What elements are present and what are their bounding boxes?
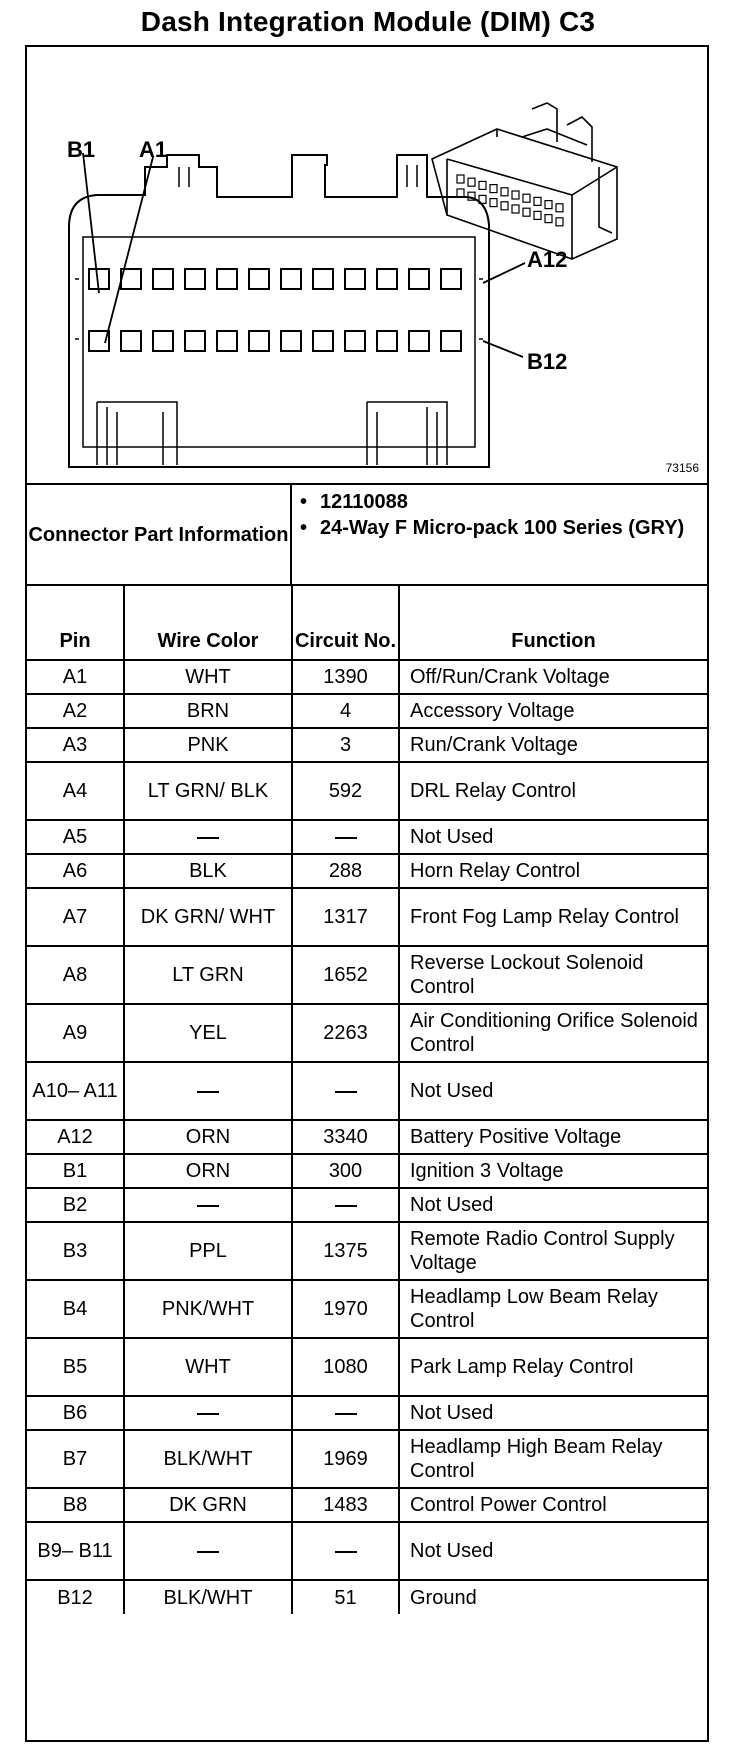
- cell-wire-color: DK GRN: [124, 1488, 292, 1522]
- dash-mark: [335, 1551, 357, 1553]
- header-function: Function: [399, 586, 707, 660]
- cell-pin: B12: [27, 1580, 124, 1614]
- cell-wire-color: [124, 820, 292, 854]
- connector-drawing: [27, 47, 707, 483]
- pin-cavity: [409, 269, 429, 289]
- figure-number: 73156: [665, 461, 699, 475]
- cell-circuit: [292, 820, 399, 854]
- label-b12: B12: [527, 349, 568, 374]
- table-row: [27, 1338, 707, 1396]
- cell-function: Not Used: [399, 1062, 707, 1120]
- pin-cavity: [153, 269, 173, 289]
- cell-function: Battery Positive Voltage: [399, 1120, 707, 1154]
- cell-circuit: 2263: [292, 1004, 399, 1062]
- table-row: [27, 946, 707, 1004]
- pin-cavity: [217, 331, 237, 351]
- iso-pin-cavity: [479, 181, 486, 189]
- pin-cavity: [313, 269, 333, 289]
- cell-wire-color: LT GRN/ BLK: [124, 762, 292, 820]
- table-row: [27, 1430, 707, 1488]
- cell-function: Remote Radio Control Supply Voltage: [399, 1222, 707, 1280]
- header-wire-color: Wire Color: [124, 586, 292, 660]
- cell-function: Reverse Lockout Solenoid Control: [399, 946, 707, 1004]
- pin-cavity: [313, 331, 333, 351]
- cell-function: Headlamp Low Beam Relay Control: [399, 1280, 707, 1338]
- table-row: [27, 1580, 707, 1614]
- cell-wire-color: WHT: [124, 1338, 292, 1396]
- page-title: Dash Integration Module (DIM) C3: [140, 6, 596, 37]
- cell-circuit: 3: [292, 728, 399, 762]
- cell-circuit: 1317: [292, 888, 399, 946]
- cell-pin: B3: [27, 1222, 124, 1280]
- cell-pin: B1: [27, 1154, 124, 1188]
- cell-wire-color: YEL: [124, 1004, 292, 1062]
- cell-wire-color: BRN: [124, 694, 292, 728]
- table-row: [27, 820, 707, 854]
- cell-function: Not Used: [399, 1188, 707, 1222]
- cell-circuit: [292, 1522, 399, 1580]
- cell-pin: A8: [27, 946, 124, 1004]
- cell-wire-color: [124, 1188, 292, 1222]
- cell-wire-color: BLK: [124, 854, 292, 888]
- cell-pin: A6: [27, 854, 124, 888]
- dash-mark: [197, 1205, 219, 1207]
- connector-sheet: [25, 45, 709, 1742]
- cell-circuit: 1652: [292, 946, 399, 1004]
- table-row: [27, 762, 707, 820]
- cell-function: Not Used: [399, 820, 707, 854]
- cell-wire-color: [124, 1062, 292, 1120]
- cell-circuit: 1390: [292, 660, 399, 694]
- iso-pin-cavity: [545, 215, 552, 223]
- table-row: [27, 728, 707, 762]
- pin-cavity: [185, 331, 205, 351]
- dash-mark: [335, 837, 357, 839]
- cell-circuit: 1969: [292, 1430, 399, 1488]
- table-row: [27, 1120, 707, 1154]
- cell-wire-color: PNK: [124, 728, 292, 762]
- iso-pin-cavity: [523, 208, 530, 216]
- iso-pin-cavity: [556, 218, 563, 226]
- pin-cavity: [345, 269, 365, 289]
- pin-table-header: [27, 586, 707, 660]
- cell-function: Headlamp High Beam Relay Control: [399, 1430, 707, 1488]
- table-row: [27, 1396, 707, 1430]
- iso-pin-cavity: [501, 188, 508, 196]
- dash-mark: [197, 1551, 219, 1553]
- cell-circuit: 1375: [292, 1222, 399, 1280]
- pin-cavities: [89, 269, 461, 351]
- cell-pin: B4: [27, 1280, 124, 1338]
- cell-circuit: [292, 1396, 399, 1430]
- cell-wire-color: PPL: [124, 1222, 292, 1280]
- table-row: [27, 1280, 707, 1338]
- cell-wire-color: LT GRN: [124, 946, 292, 1004]
- pin-cavity: [441, 269, 461, 289]
- cell-pin: A10– A11: [27, 1062, 124, 1120]
- cell-circuit: 288: [292, 854, 399, 888]
- pin-table: [27, 586, 707, 1614]
- pin-cavity: [249, 331, 269, 351]
- table-row: [27, 1522, 707, 1580]
- cell-circuit: 1483: [292, 1488, 399, 1522]
- pin-cavity: [345, 331, 365, 351]
- iso-pin-cavity: [457, 189, 464, 197]
- cell-function: DRL Relay Control: [399, 762, 707, 820]
- header-pin: Pin: [27, 586, 124, 660]
- cell-pin: A1: [27, 660, 124, 694]
- cell-pin: A9: [27, 1004, 124, 1062]
- pin-cavity: [249, 269, 269, 289]
- connector-info-list: [292, 485, 707, 584]
- connector-figure: [27, 47, 707, 485]
- cell-wire-color: ORN: [124, 1154, 292, 1188]
- cell-pin: B9– B11: [27, 1522, 124, 1580]
- connector-part-number: • 12110088: [320, 489, 707, 515]
- cell-circuit: 51: [292, 1580, 399, 1614]
- cell-pin: B6: [27, 1396, 124, 1430]
- pin-cavity: [185, 269, 205, 289]
- cell-circuit: 4: [292, 694, 399, 728]
- table-row: [27, 1154, 707, 1188]
- cell-function: Not Used: [399, 1522, 707, 1580]
- iso-pin-cavity: [490, 185, 497, 193]
- cell-function: Control Power Control: [399, 1488, 707, 1522]
- cell-circuit: 592: [292, 762, 399, 820]
- dash-mark: [197, 1413, 219, 1415]
- cell-circuit: 1080: [292, 1338, 399, 1396]
- cell-circuit: [292, 1062, 399, 1120]
- cell-pin: B2: [27, 1188, 124, 1222]
- connector-info-label: Connector Part Information: [27, 485, 292, 584]
- label-a1: A1: [139, 137, 168, 162]
- iso-pin-cavity: [556, 204, 563, 212]
- cell-wire-color: PNK/WHT: [124, 1280, 292, 1338]
- iso-pin-cavity: [457, 175, 464, 183]
- cell-wire-color: ORN: [124, 1120, 292, 1154]
- pin-cavity: [281, 331, 301, 351]
- iso-pin-cavity: [545, 201, 552, 209]
- cell-pin: A2: [27, 694, 124, 728]
- table-row: [27, 888, 707, 946]
- cell-function: Front Fog Lamp Relay Control: [399, 888, 707, 946]
- table-row: [27, 660, 707, 694]
- cell-function: Ground: [399, 1580, 707, 1614]
- table-row: [27, 1188, 707, 1222]
- cell-wire-color: [124, 1522, 292, 1580]
- iso-pin-cavity: [512, 191, 519, 199]
- iso-pin-cavity: [534, 211, 541, 219]
- dash-mark: [335, 1091, 357, 1093]
- cell-wire-color: DK GRN/ WHT: [124, 888, 292, 946]
- cell-pin: A3: [27, 728, 124, 762]
- cell-function: Accessory Voltage: [399, 694, 707, 728]
- pin-cavity: [377, 331, 397, 351]
- iso-pin-cavity: [512, 205, 519, 213]
- cell-wire-color: [124, 1396, 292, 1430]
- table-row: [27, 854, 707, 888]
- cell-pin: B7: [27, 1430, 124, 1488]
- iso-pin-cavity: [523, 194, 530, 202]
- pin-cavity: [409, 331, 429, 351]
- cell-function: Horn Relay Control: [399, 854, 707, 888]
- label-a12: A12: [527, 247, 568, 272]
- pin-cavity: [441, 331, 461, 351]
- iso-pin-cavity: [501, 202, 508, 210]
- cell-circuit: 3340: [292, 1120, 399, 1154]
- pin-cavity: [377, 269, 397, 289]
- cell-function: Air Conditioning Orifice Solenoid Control: [399, 1004, 707, 1062]
- iso-pin-cavity: [468, 178, 475, 186]
- cell-function: Off/Run/Crank Voltage: [399, 660, 707, 694]
- cell-pin: A12: [27, 1120, 124, 1154]
- cell-wire-color: BLK/WHT: [124, 1580, 292, 1614]
- cell-function: Not Used: [399, 1396, 707, 1430]
- table-row: [27, 1004, 707, 1062]
- label-b1: B1: [67, 137, 96, 162]
- header-circuit: Circuit No.: [292, 586, 399, 660]
- table-row: [27, 1488, 707, 1522]
- cell-pin: A5: [27, 820, 124, 854]
- dash-mark: [197, 1091, 219, 1093]
- pin-cavity: [217, 269, 237, 289]
- connector-3d-view: [432, 103, 617, 259]
- connector-description: • 24-Way F Micro-pack 100 Series (GRY): [320, 515, 707, 541]
- cell-pin: A4: [27, 762, 124, 820]
- pin-cavity: [121, 331, 141, 351]
- table-row: [27, 1222, 707, 1280]
- iso-pin-cavity: [490, 199, 497, 207]
- pin-cavity: [153, 331, 173, 351]
- cell-circuit: 300: [292, 1154, 399, 1188]
- table-row: [27, 1062, 707, 1120]
- dash-mark: [335, 1205, 357, 1207]
- cell-wire-color: BLK/WHT: [124, 1430, 292, 1488]
- cell-pin: B5: [27, 1338, 124, 1396]
- connector-info: [27, 485, 707, 586]
- pin-cavity: [281, 269, 301, 289]
- cell-pin: A7: [27, 888, 124, 946]
- dash-mark: [335, 1413, 357, 1415]
- iso-pin-cavity: [534, 197, 541, 205]
- cell-circuit: [292, 1188, 399, 1222]
- cell-wire-color: WHT: [124, 660, 292, 694]
- cell-circuit: 1970: [292, 1280, 399, 1338]
- cell-function: Park Lamp Relay Control: [399, 1338, 707, 1396]
- cell-pin: B8: [27, 1488, 124, 1522]
- table-row: [27, 694, 707, 728]
- cell-function: Run/Crank Voltage: [399, 728, 707, 762]
- cell-function: Ignition 3 Voltage: [399, 1154, 707, 1188]
- dash-mark: [197, 837, 219, 839]
